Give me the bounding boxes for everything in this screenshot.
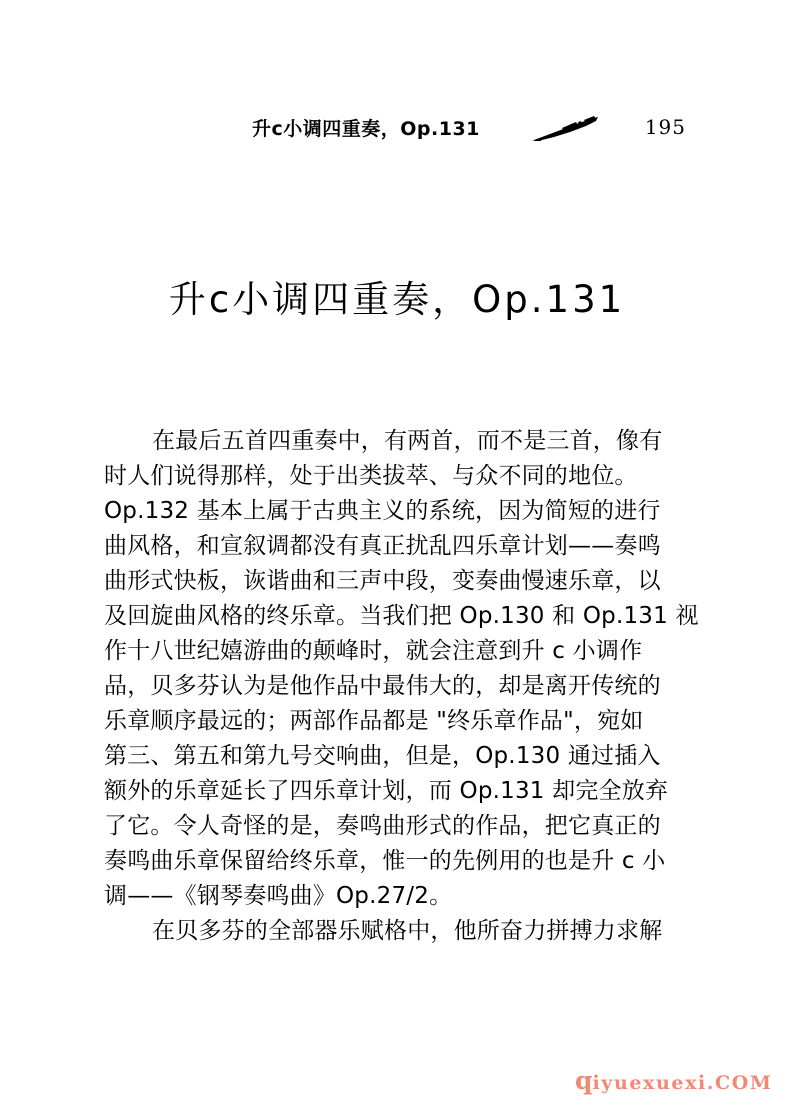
text-line: 时人们说得那样，处于出类拔萃、与众不同的地位。	[104, 463, 638, 489]
text-line: 乐章顺序最远的；两部作品都是 "终乐章作品"，宛如	[104, 708, 644, 734]
page-number: 195	[644, 115, 686, 139]
text-line: 在贝多芬的全部器乐赋格中，他所奋力拼搏力求解	[152, 918, 663, 944]
text-line: 品，贝多芬认为是他作品中最伟大的，却是离开传统的	[104, 673, 661, 699]
text-line: 调——《钢琴奏鸣曲》Op.27/2。	[104, 883, 453, 909]
watermark-initial: q	[575, 1066, 593, 1095]
text-line: 第三、第五和第九号交响曲，但是，Op.130 通过插入	[104, 743, 661, 769]
text-line: 奏鸣曲乐章保留给终乐章，惟一的先例用的也是升 c 小	[104, 848, 666, 874]
text-line: 及回旋曲风格的终乐章。当我们把 Op.130 和 Op.131 视	[104, 603, 699, 629]
running-head	[104, 114, 690, 148]
text-line: 曲风格，和宣叙调都没有真正扰乱四乐章计划——奏鸣	[104, 533, 661, 559]
text-line: Op.132 基本上属于古典主义的系统，因为简短的进行	[104, 498, 661, 524]
text-line: 额外的乐章延长了四乐章计划，而 Op.131 却完全放弃	[104, 778, 669, 804]
chapter-title: 升c小调四重奏，Op.131	[168, 278, 626, 321]
running-head-title: 升c小调四重奏，Op.131	[252, 118, 480, 140]
text-line: 曲形式快板，诙谐曲和三声中段，变奏曲慢速乐章，以	[104, 568, 661, 594]
text-line: 在最后五首四重奏中，有两首，而不是三首，像有	[152, 428, 663, 454]
watermark-text: iyuexuexi.COM	[592, 1072, 773, 1094]
quill-flourish-ornament	[532, 116, 604, 142]
body-text-block	[104, 424, 699, 949]
site-watermark	[575, 1068, 773, 1098]
text-line: 了它。令人奇怪的是，奏鸣曲形式的作品，把它真正的	[104, 813, 661, 839]
text-line: 作十八世纪嬉游曲的颠峰时，就会注意到升 c 小调作	[104, 638, 643, 664]
